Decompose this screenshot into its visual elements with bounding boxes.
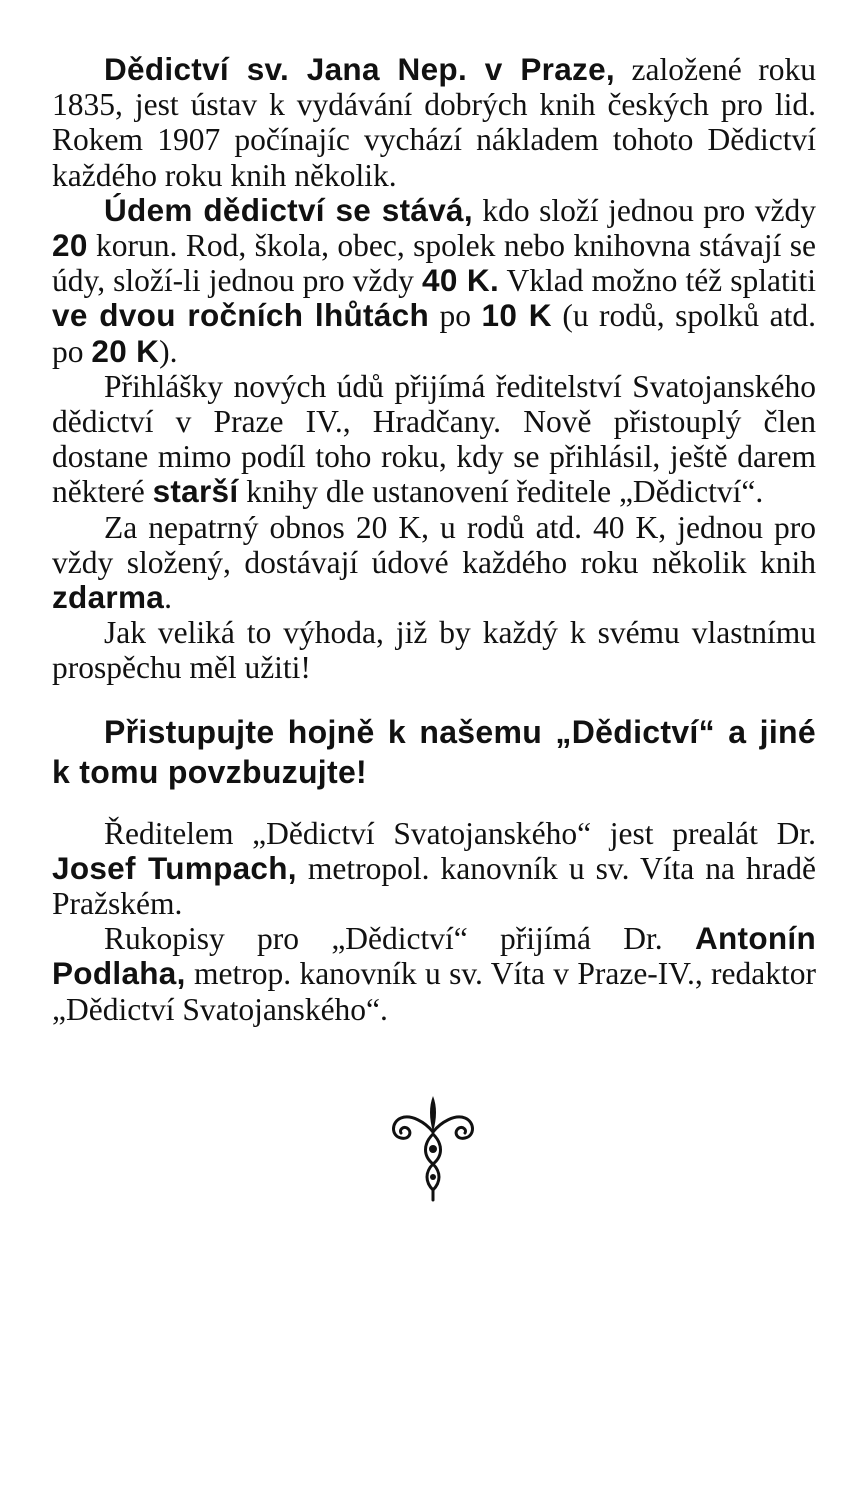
membership-heading: Údem dědictví se stává,	[104, 191, 473, 228]
paragraph-membership: Údem dědictví se stává, kdo složí jednou pro vždy 20 korun. Rod, škola, obec, spolek nebo knihovna stávají se údy, složí-li jednou pro vždy 40 K. Vklad možno též splatiti ve dvou ročních lhůtách po 10 K (u rodů, spolků atd. po 20 K).	[52, 191, 816, 369]
installment-individual: 10 K	[481, 297, 552, 334]
institution-name: Dědictví sv. Jana Nep. v Praze,	[104, 51, 615, 87]
appeal-heading: Přistupujte hojně k našemu „Dědictví“ a jiné k tomu povzbuzujte!	[52, 713, 816, 790]
paragraph-applications: Přihlášky nových údů přijímá ředitelství Svatojanského dědictví v Praze IV., Hradčany. Nově přistouplý člen dostane mimo podíl toho roku, kdy se přihlásil, ještě darem některé starší knihy dle ustanovení ředitele „Dědictví“.	[52, 368, 816, 510]
intro-text: založené roku 1835, jest ústav k vydávání dobrých knih českých pro lid. Rokem 1907 počínajíc vychází nákladem tohoto Dědictví každého roku knih několik.	[52, 52, 817, 193]
paragraph-editor: Rukopisy pro „Dědictví“ přijímá Dr. Antonín Podlaha, metrop. kanovník u sv. Víta v Praze-IV., redaktor „Dědictví Svatojanského“.	[52, 920, 816, 1027]
paragraph-intro	[52, 52, 816, 193]
fee-organization: 40 K.	[422, 262, 500, 299]
free-term: zdarma	[52, 579, 165, 616]
installment-organization: 20 K	[91, 332, 160, 369]
fleuron-ornament-icon	[385, 1092, 481, 1202]
fee-individual: 20	[52, 227, 88, 264]
installments-term: ve dvou ročních lhůtách	[52, 297, 430, 334]
editor-name: Antonín Podlaha,	[52, 920, 816, 992]
older-books-term: starší	[152, 473, 239, 510]
paragraph-advantage: Jak veliká to výhoda, již by každý k svému vlastnímu prospěchu měl užiti!	[52, 615, 816, 686]
document-page	[52, 52, 816, 1027]
paragraph-benefits: Za nepatrný obnos 20 K, u rodů atd. 40 K, jednou pro vždy složený, dostávají údové každého roku několik knih zdarma.	[52, 509, 816, 616]
paragraph-director: Ředitelem „Dědictví Svatojanského“ jest prealát Dr. Josef Tumpach, metropol. kanovník u sv. Víta na hradě Pražském.	[52, 815, 816, 922]
director-name: Josef Tumpach,	[52, 849, 297, 886]
